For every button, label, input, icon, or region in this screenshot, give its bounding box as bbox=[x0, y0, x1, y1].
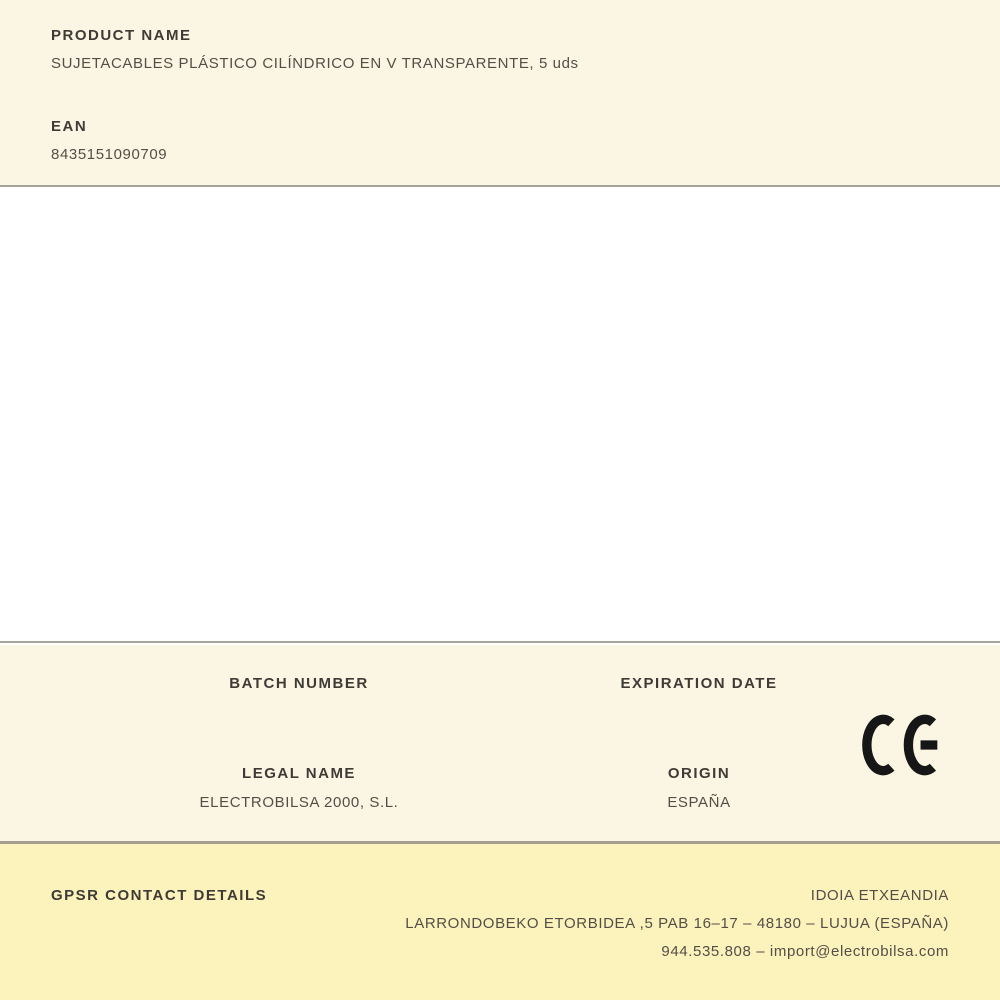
legal-name-value: ELECTROBILSA 2000, S.L. bbox=[199, 794, 399, 811]
contact-phone-email: 944.535.808 – import@electrobilsa.com bbox=[661, 943, 949, 960]
blank-area bbox=[0, 189, 1000, 643]
ce-mark-icon bbox=[858, 712, 942, 778]
contact-person: IDOIA ETXEANDIA bbox=[810, 887, 949, 904]
batch-number-label: BATCH NUMBER bbox=[229, 675, 369, 692]
product-name-value: SUJETACABLES PLÁSTICO CILÍNDRICO EN V TRANSPARENTE, 5 uds bbox=[51, 55, 579, 72]
origin-value: ESPAÑA bbox=[667, 794, 731, 811]
origin-label: ORIGIN bbox=[667, 765, 731, 782]
details-section bbox=[0, 645, 1000, 841]
legal-name-label: LEGAL NAME bbox=[242, 765, 356, 782]
gpsr-contact-lines bbox=[405, 882, 949, 966]
ean-value: 8435151090709 bbox=[51, 146, 168, 163]
contact-address: LARRONDOBEKO ETORBIDEA ,5 PAB 16–17 – 48180 – LUJUA (ESPAÑA) bbox=[405, 915, 949, 932]
expiration-date-label: EXPIRATION DATE bbox=[620, 675, 778, 692]
gpsr-contact-label: GPSR CONTACT DETAILS bbox=[51, 887, 268, 904]
ean-label: EAN bbox=[51, 118, 88, 135]
product-section bbox=[0, 0, 1000, 187]
product-name-label: PRODUCT NAME bbox=[51, 27, 192, 44]
gpsr-contact-section bbox=[0, 841, 1000, 1000]
